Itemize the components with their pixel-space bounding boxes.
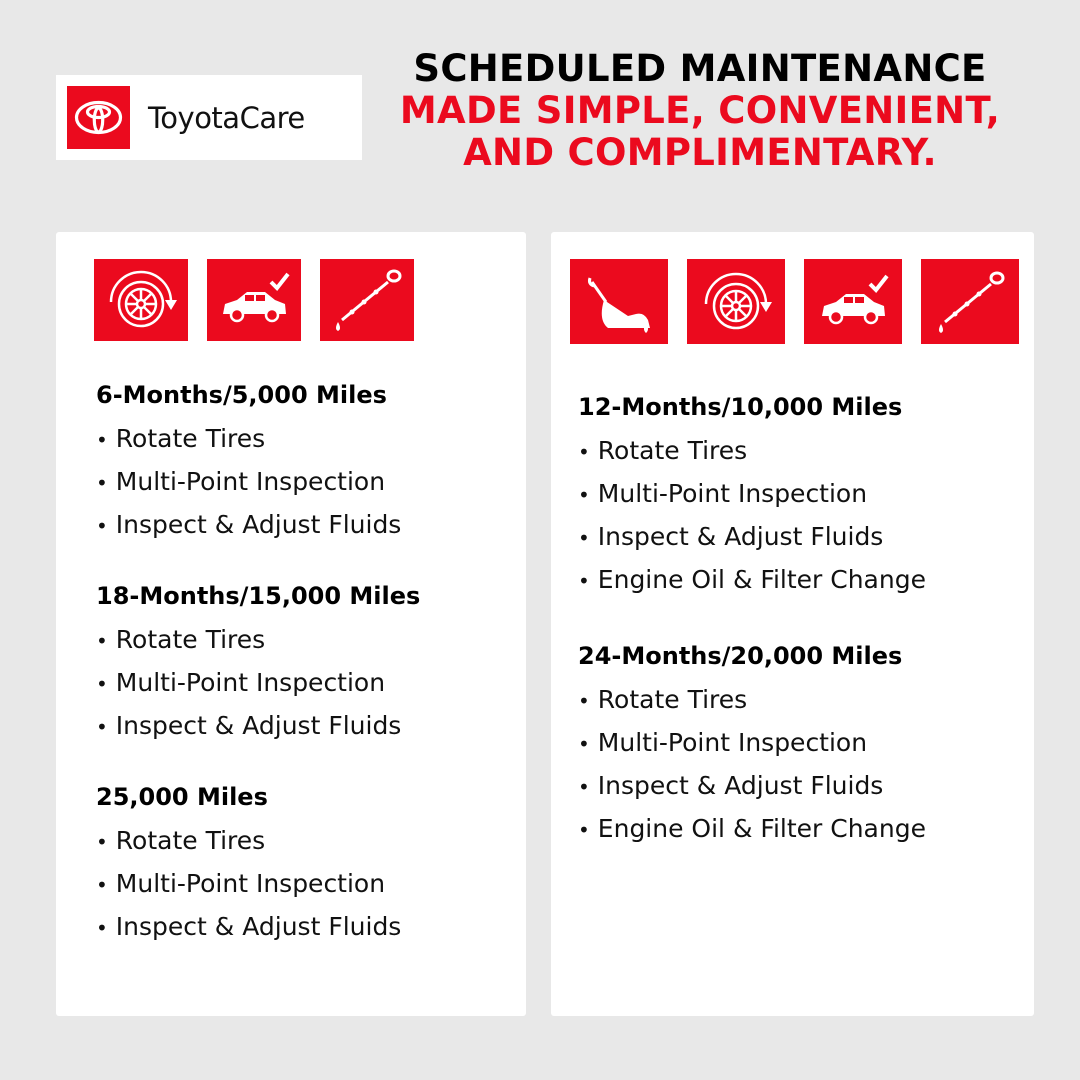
schedule-24-months (578, 636, 926, 851)
schedule-title: 6-Months/5,000 Miles (96, 381, 387, 409)
service-item: • Multi-Point Inspection (96, 461, 401, 504)
service-item: • Multi-Point Inspection (578, 722, 926, 765)
schedule-25000-miles (96, 777, 401, 949)
headline-line-2: MADE SIMPLE, CONVENIENT, (399, 89, 1001, 132)
page-headline (370, 48, 1030, 174)
dipstick-fluid-icon (320, 259, 414, 341)
schedule-title: 24-Months/20,000 Miles (578, 642, 903, 670)
service-item: • Rotate Tires (96, 820, 401, 863)
schedule-18-months (96, 576, 420, 748)
schedule-title: 25,000 Miles (96, 783, 268, 811)
service-list (578, 430, 926, 602)
car-inspection-icon (804, 259, 902, 344)
service-item: • Rotate Tires (96, 418, 401, 461)
schedule-6-months (96, 375, 401, 547)
service-item: • Rotate Tires (578, 679, 926, 722)
service-item: • Multi-Point Inspection (96, 863, 401, 906)
right-icon-row (570, 259, 1019, 344)
service-item: • Rotate Tires (96, 619, 420, 662)
service-item: • Rotate Tires (578, 430, 926, 473)
headline-line-3: AND COMPLIMENTARY. (463, 131, 937, 174)
oil-can-icon (570, 259, 668, 344)
service-item: • Multi-Point Inspection (578, 473, 926, 516)
tire-rotation-icon (94, 259, 188, 341)
dipstick-fluid-icon (921, 259, 1019, 344)
brand-name: ToyotaCare (148, 101, 305, 135)
schedule-12-months (578, 387, 926, 602)
service-list (96, 820, 401, 949)
schedule-title: 12-Months/10,000 Miles (578, 393, 903, 421)
left-icon-row (94, 259, 414, 341)
service-item: • Inspect & Adjust Fluids (578, 765, 926, 808)
service-item: • Inspect & Adjust Fluids (96, 705, 420, 748)
service-list (578, 679, 926, 851)
service-item: • Engine Oil & Filter Change (578, 559, 926, 602)
tire-rotation-icon (687, 259, 785, 344)
left-schedule-card (56, 232, 526, 1016)
service-item: • Engine Oil & Filter Change (578, 808, 926, 851)
service-item: • Inspect & Adjust Fluids (96, 504, 401, 547)
service-item: • Multi-Point Inspection (96, 662, 420, 705)
brand-logo (56, 75, 362, 160)
right-schedule-card (551, 232, 1034, 1016)
toyota-emblem-icon (67, 86, 130, 149)
service-item: • Inspect & Adjust Fluids (578, 516, 926, 559)
service-list (96, 418, 401, 547)
headline-line-1: SCHEDULED MAINTENANCE (413, 47, 987, 90)
service-item: • Inspect & Adjust Fluids (96, 906, 401, 949)
schedule-title: 18-Months/15,000 Miles (96, 582, 421, 610)
car-inspection-icon (207, 259, 301, 341)
service-list (96, 619, 420, 748)
